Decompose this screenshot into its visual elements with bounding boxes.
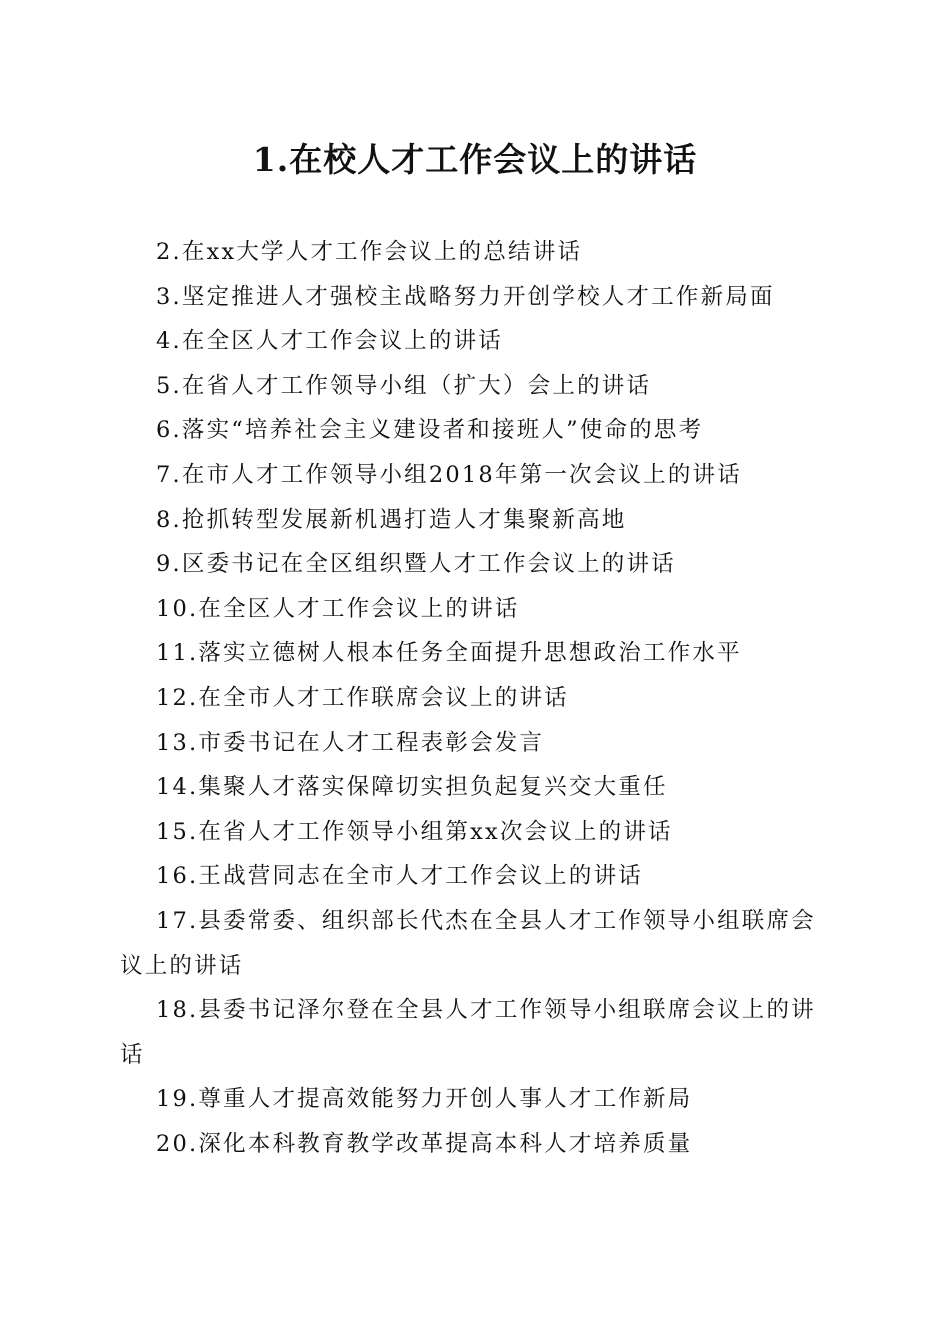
toc-item: 3.坚定推进人才强校主战略努力开创学校人才工作新局面 (156, 283, 775, 310)
toc-item: 5.在省人才工作领导小组（扩大）会上的讲话 (156, 372, 652, 399)
toc-item: 4.在全区人才工作会议上的讲话 (156, 328, 503, 355)
toc-item: 8.抢抓转型发展新机遇打造人才集聚新高地 (156, 506, 627, 533)
toc-item: 7.在市人才工作领导小组2018年第一次会议上的讲话 (156, 461, 742, 488)
toc-item: 15.在省人才工作领导小组第xx次会议上的讲话 (156, 818, 673, 845)
toc-item: 17.县委常委、组织部长代杰在全县人才工作领导小组联席会议上的讲话 (120, 907, 816, 979)
toc-item: 18.县委书记泽尔登在全县人才工作领导小组联席会议上的讲话 (120, 997, 816, 1068)
toc-item: 10.在全区人才工作会议上的讲话 (156, 595, 520, 622)
table-of-contents (120, 230, 830, 1166)
toc-item: 2.在xx大学人才工作会议上的总结讲话 (156, 239, 583, 265)
toc-item: 20.深化本科教育教学改革提高本科人才培养质量 (156, 1130, 693, 1157)
toc-item: 11.落实立德树人根本任务全面提升思想政治工作水平 (156, 640, 742, 667)
toc-item: 14.集聚人才落实保障切实担负起复兴交大重任 (156, 774, 668, 801)
toc-item: 9.区委书记在全区组织暨人才工作会议上的讲话 (156, 551, 676, 578)
toc-item: 6.落实“培养社会主义建设者和接班人”使命的思考 (156, 417, 704, 444)
toc-item: 13.市委书记在人才工程表彰会发言 (156, 729, 545, 756)
toc-item: 19.尊重人才提高效能努力开创人事人才工作新局 (156, 1086, 693, 1113)
toc-item: 12.在全市人才工作联席会议上的讲话 (156, 684, 569, 711)
document-title: 1.在校人才工作会议上的讲话 (252, 140, 698, 179)
toc-item: 16.王战营同志在全市人才工作会议上的讲话 (156, 863, 643, 890)
